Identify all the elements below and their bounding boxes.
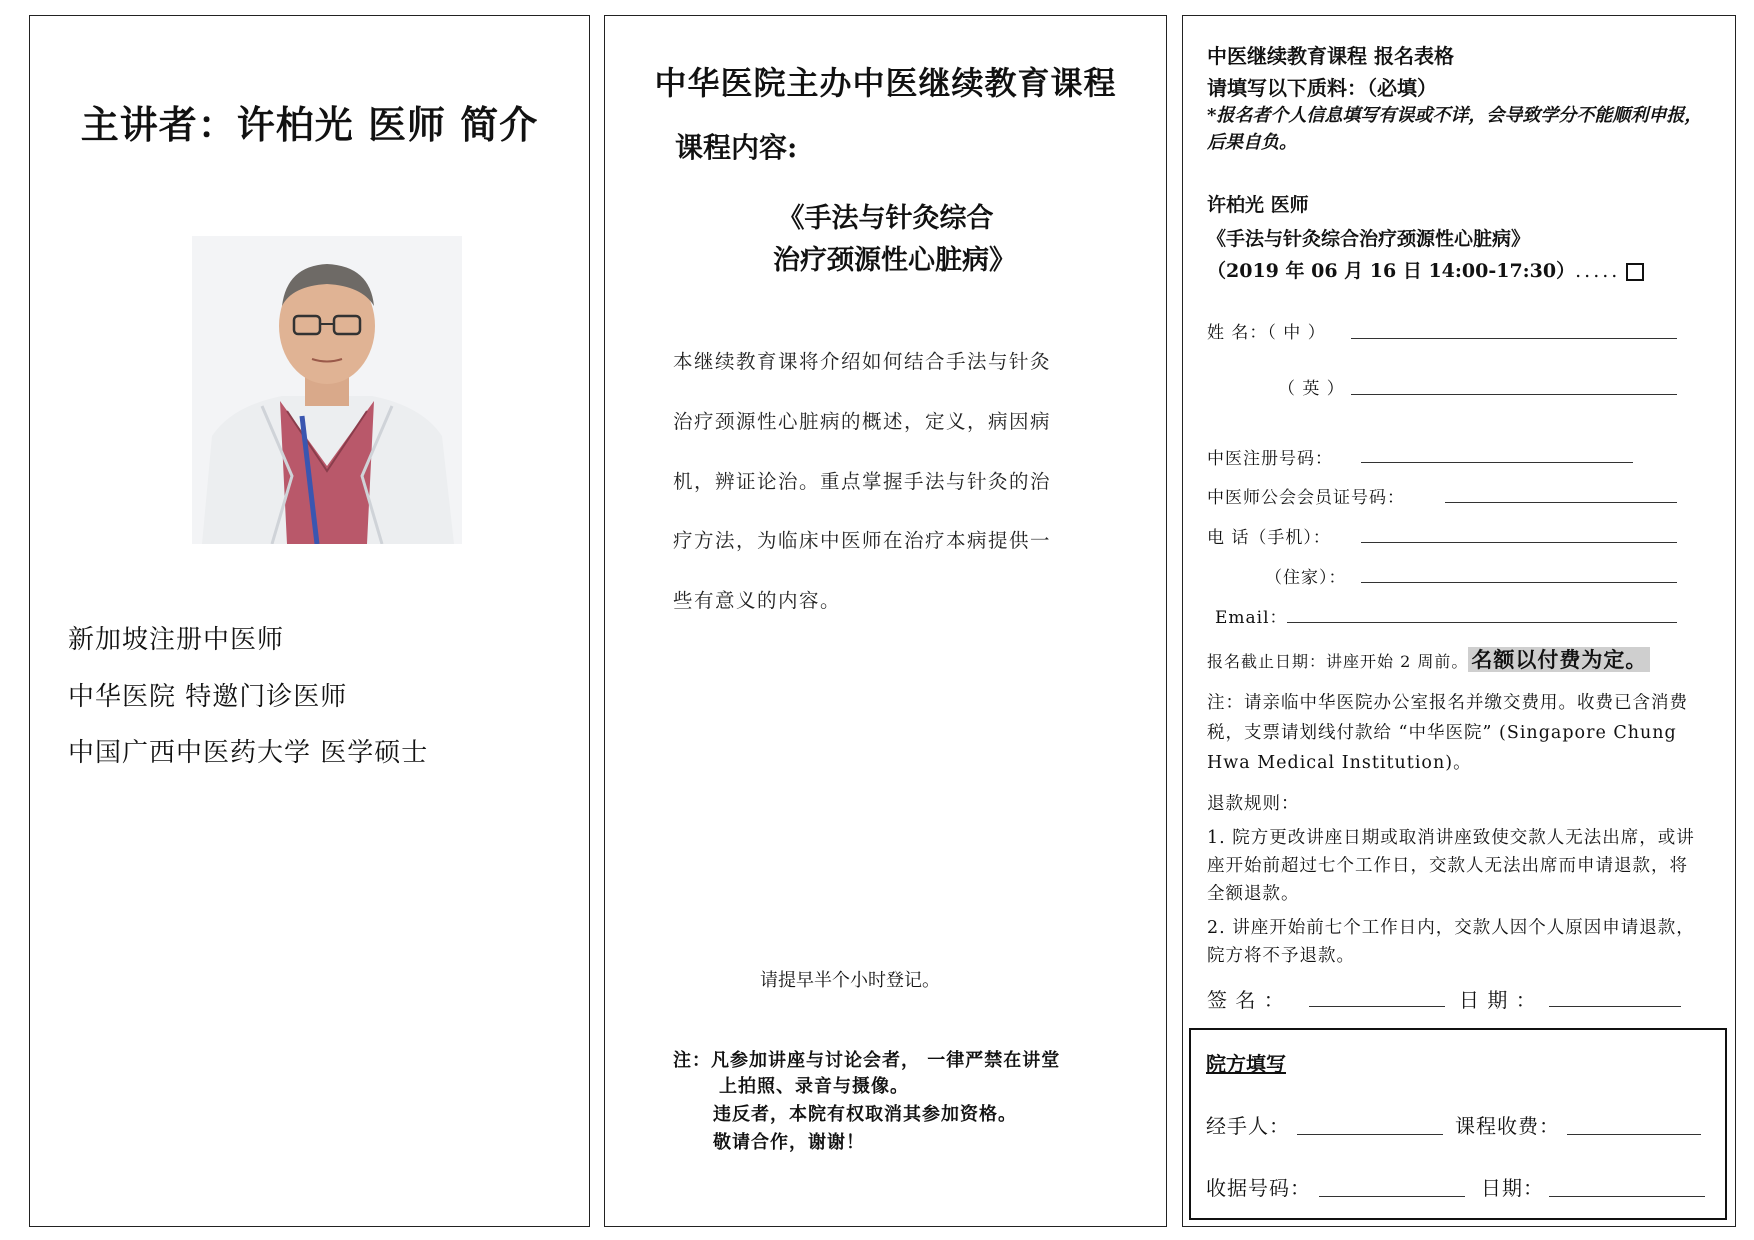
form-title: 中医继续教育课程 报名表格 [1207, 44, 1454, 68]
admin-date-field[interactable] [1549, 1196, 1705, 1197]
checkin-note: 请提早半个小时登记。 [760, 970, 940, 991]
course-content-heading: 课程内容: [675, 131, 798, 164]
tcm-member-field[interactable] [1445, 502, 1677, 503]
fee-field[interactable] [1567, 1134, 1701, 1135]
form-warning: *报名者个人信息填写有误或不详，会导致学分不能顺利申报，后果自负。 [1207, 105, 1703, 153]
name-cn-label: 姓 名：（ 中 ） [1207, 323, 1326, 343]
course-info-panel [604, 15, 1167, 1227]
name-en-label: （ 英 ） [1278, 379, 1345, 399]
course-title-line: 《手法与针灸综合 [777, 203, 994, 234]
refund-title: 退款规则： [1207, 794, 1300, 814]
schedule-text: （2019 年 06 月 16 日 14:00-17:30） [1207, 260, 1576, 282]
description-line: 些有意义的内容。 [673, 589, 842, 612]
registration-form-panel [1182, 15, 1736, 1227]
notice-line: 注：凡参加讲座与讨论会者， 一律严禁在讲堂 [673, 1050, 1061, 1071]
refund-item: 2. 讲座开始前七个工作日内，交款人因个人原因申请退款，院方将不予退款。 [1207, 918, 1695, 966]
lecturer-name: 许柏光 医师 [1207, 194, 1309, 216]
form-instruction: 请填写以下质料：（必填） [1207, 76, 1437, 100]
name-en-field[interactable] [1351, 394, 1677, 395]
notice-line: 敬请合作，谢谢！ [713, 1132, 865, 1153]
course-program-title: 中华医院主办中医继续教育课程 [654, 64, 1117, 102]
lecturer-profile-panel [29, 15, 590, 1227]
date-field[interactable] [1549, 1006, 1681, 1007]
deadline-text: 报名截止日期：讲座开始 2 周前。 [1207, 652, 1469, 671]
lecturer-profile-title: 主讲者：许柏光 医师 简介 [80, 102, 539, 147]
phone-home-label: （住家）： [1265, 568, 1347, 588]
bio-line: 中国广西中医药大学 医学硕士 [68, 738, 429, 768]
bio-line: 中华医院 特邀门诊医师 [68, 682, 348, 712]
signature-field[interactable] [1309, 1006, 1445, 1007]
description-line: 机，辨证论治。重点掌握手法与针灸的治 [673, 470, 1052, 493]
tcm-reg-field[interactable] [1361, 462, 1633, 463]
notice-line: 违反者，本院有权取消其参加资格。 [713, 1104, 1017, 1125]
admin-date-label: 日期： [1481, 1176, 1544, 1200]
course-schedule: （2019 年 06 月 16 日 14:00-17:30）..... [1207, 256, 1644, 283]
email-label: Email： [1215, 608, 1288, 628]
deadline-note [1207, 644, 1650, 674]
course-title-line: 治疗颈源性心脏病》 [773, 245, 1016, 276]
enroll-checkbox[interactable] [1626, 263, 1644, 281]
handler-field[interactable] [1297, 1134, 1443, 1135]
notice-line: 上拍照、录音与摄像。 [719, 1076, 909, 1097]
refund-item: 1. 院方更改讲座日期或取消讲座致使交款人无法出席，或讲座开始前超过七个工作日，交款人无法出席而申请退款，将全额退款。 [1207, 828, 1695, 904]
description-line: 疗方法，为临床中医师在治疗本病提供一 [673, 529, 1052, 552]
name-cn-field[interactable] [1351, 338, 1677, 339]
email-field[interactable] [1287, 622, 1677, 623]
fee-label: 课程收费： [1455, 1114, 1560, 1138]
description-line: 治疗颈源性心脏病的概述，定义，病因病 [673, 410, 1052, 433]
phone-mobile-field[interactable] [1361, 542, 1677, 543]
handler-label: 经手人： [1206, 1114, 1290, 1138]
course-name: 《手法与针灸综合治疗颈源性心脏病》 [1207, 228, 1531, 250]
phone-home-field[interactable] [1361, 582, 1677, 583]
bio-line: 新加坡注册中医师 [68, 625, 285, 655]
payment-note: 注：请亲临中华医院办公室报名并缴交费用。收费已含消费税，支票请划线付款给 “中华医院” (Singapore Chung Hwa Medical Institution)。 [1207, 693, 1688, 773]
date-label: 日 期 ： [1459, 988, 1537, 1012]
tcm-reg-label: 中医注册号码： [1207, 449, 1333, 469]
office-use-box [1189, 1028, 1727, 1220]
signature-label: 签 名 ： [1207, 988, 1285, 1012]
phone-mobile-label: 电 话（手机）： [1207, 528, 1331, 548]
deadline-highlight: 名额以付费为定。 [1468, 647, 1650, 672]
receipt-label: 收据号码： [1206, 1176, 1311, 1200]
lecturer-photo [192, 236, 462, 544]
receipt-field[interactable] [1319, 1196, 1465, 1197]
tcm-member-label: 中医师公会会员证号码： [1207, 488, 1405, 508]
description-line: 本继续教育课将介绍如何结合手法与针灸 [673, 350, 1052, 373]
office-use-title: 院方填写 [1206, 1052, 1286, 1076]
